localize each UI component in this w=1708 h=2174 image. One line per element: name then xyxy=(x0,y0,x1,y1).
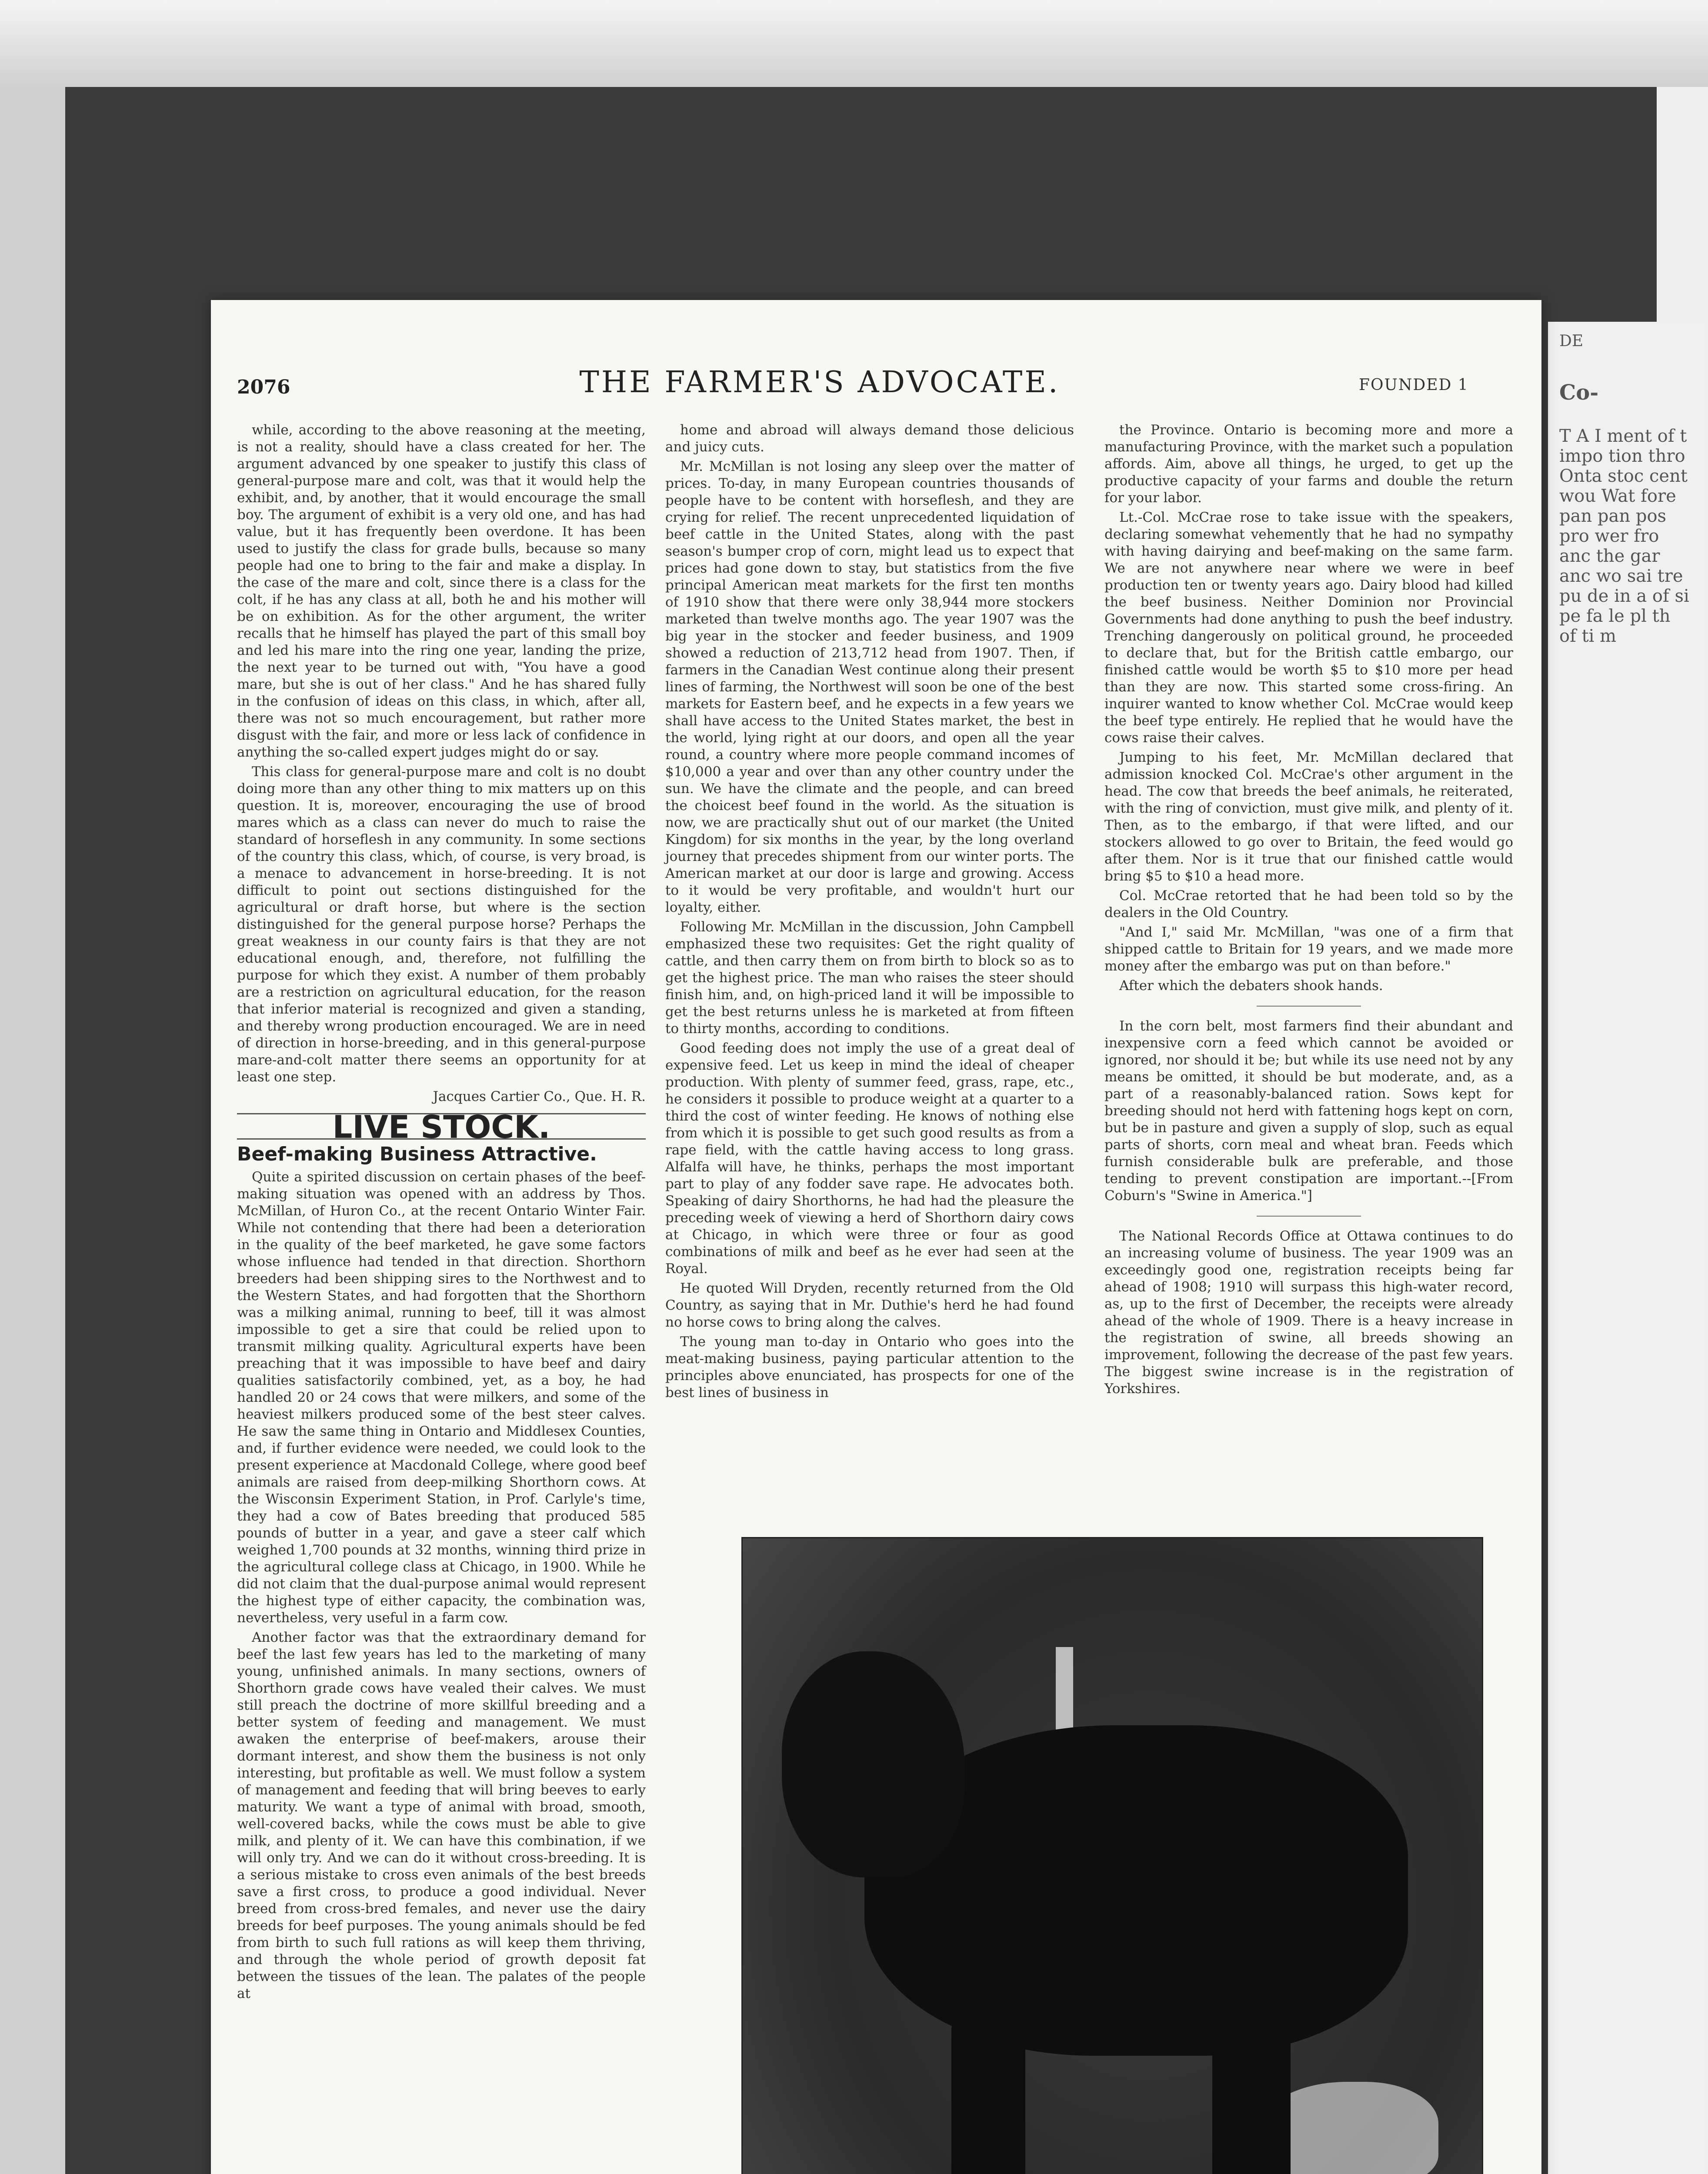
bull-head xyxy=(782,1651,964,1877)
paragraph: After which the debaters shook hands. xyxy=(1119,978,1383,994)
paragraph: Another factor was that the extraordinary demand for beef the last few years has led to the marketing of many young, unfinished animals. In many sections, owners of Shorthorn grade cows have vealed their calves. We must still preach the doctrine of more skillful breeding and a better system of feeding and management. We must awaken the enterprise of beef-makers, arouse their dormant interest, and show them the business is not only interesting, but profitable as well. We must follow a system of management and feeding that will bring beeves to early maturity. We want a type of animal with broad, smooth, well-covered backs, while the cows must be able to give milk, and plenty of it. We can have this combination, if we will only try. And we can do it without cross-breeding. It is a serious mistake to cross even animals of the best breeds save a first cross, to produce a good individual. Never breed from cross-bred females, and never use the dairy breeds for beef purposes. The young animals should be fed from birth to such full rations as will keep them thriving, and through the whole period of growth deposit fat between the tissues of the lean. The palates of the people at xyxy=(237,1630,646,2001)
adjacent-page-fragment xyxy=(1548,322,1705,2174)
newspaper-page xyxy=(211,300,1541,2174)
film-border-top xyxy=(0,0,1708,87)
paragraph: He quoted Will Dryden, recently returned from the Old Country, as saying that in Mr. Duthie's herd he had found no horse cows to bring along the calves. xyxy=(665,1280,1074,1330)
column-1 xyxy=(237,422,646,2174)
founded-label: FOUNDED 1 xyxy=(1359,376,1469,394)
paragraph: Col. McCrae retorted that he had been told so by the dealers in the Old Country. xyxy=(1104,888,1513,920)
section-divider xyxy=(1257,1216,1361,1217)
paragraph: This class for general-purpose mare and colt is no doubt doing more than any other thing to mix matters up on this question. It is, moreover, encouraging the use of brood mares which as a class can never do much to raise the standard of horseflesh in any community. In some sections of the country this class, which, of course, is very broad, is a menace to advancement in horse-breeding. It is not difficult to point out sections distinguished for the agricultural or draft horse, but where is the section distinguished for the general purpose horse? Perhaps the great weakness in our county fairs is that they are not educational enough, and, therefore, not fulfilling the purpose for which they exist. A number of them probably are a restriction on agricultural education, for the reason that inferior material is recognized and given a standing, and thereby wrong production encouraged. We are in need of direction in horse-breeding, and in this general-purpose mare-and-colt matter there seems an opportunity for at least one step. xyxy=(237,764,646,1085)
bull-foreleg xyxy=(951,2017,1025,2174)
paragraph: Good feeding does not imply the use of a great deal of expensive feed. Let us keep in mind the ideal of cheaper production. With plenty of summer feed, grass, rape, etc., he considers it possible to produce weight at a quarter to a third the cost of winter feeding. He knows of nothing else from which it is possible to get such good results as from a rape field, with the cattle having access to long grass. Alfalfa will have, he thinks, perhaps the most important part to play of any fodder save rape. He advocates both. Speaking of dairy Shorthorns, he had had the pleasure the preceding week of viewing a herd of Shorthorn dairy cows at Chicago, in which were three or four as good combinations of milk and beef as he ever had seen at the Royal. xyxy=(665,1040,1074,1277)
paragraph: Following Mr. McMillan in the discussion, John Campbell emphasized these two requisites: Get the right quality of cattle, and then carry them on from birth to block so as to get the highest price. The man who raises the steer should finish him, and, on high-priced land it will be impossible to get the best returns unless he is marketed at from fifteen to thirty months, according to conditions. xyxy=(665,919,1074,1037)
masthead-title: THE FARMER'S ADVOCATE. xyxy=(579,365,1060,400)
bull-hindleg xyxy=(1212,2017,1291,2174)
section-divider xyxy=(1257,1006,1361,1007)
paragraph: while, according to the above reasoning at the meeting, is not a reality, should have a class created for her. The argument advanced by one speaker to justify this class of general-purpose mare and colt, was that it would help the exhibit, and, by another, that it would encourage the small boy. The argument of exhibit is a very old one, and has had value, but it has frequently been overdone. It has been used to justify the class for grade bulls, because so many people had one to bring to the fair and make a display. In the case of the mare and colt, since there is a class for the colt, if he has any class at all, both he and his mother will be on exhibition. As for the other argument, the writer recalls that he himself has played the part of this small boy and led his mare into the ring one year, landing the prize, the next year to be turned out with, "You have a good mare, but she is out of her class." And he has shared fully in the confusion of ideas on this class, in which, after all, there was not so much encouragement, but rather more disgust with the fair, and more or less lack of confidence in anything the so-called expert judges might do or say. xyxy=(237,422,646,760)
column-2 xyxy=(665,422,1074,1400)
adjacent-page-text: T A I ment of t impo tion thro Onta stoc cent wou Wat fore pan pan pos pro wer fro anc the gar anc wo sai tre pu de in a of si pe fa le pl th of ti m xyxy=(1559,426,1689,646)
bull-photograph xyxy=(741,1537,1483,2174)
paragraph: The young man to-day in Ontario who goes into the meat-making business, paying particular attention to the principles above enunciated, has prospects for one of the best lines of business in xyxy=(665,1334,1074,1400)
signature-line: Jacques Cartier Co., Que. H. R. xyxy=(433,1089,646,1104)
paragraph: the Province. Ontario is becoming more and more a manufacturing Province, with the market such a population affords. Aim, above all things, he urged, to get up the productive capacity of your farms and double the return for your labor. xyxy=(1104,422,1513,506)
film-border-left xyxy=(0,87,65,2174)
paragraph: home and abroad will always demand those delicious and juicy cuts. xyxy=(665,422,1074,455)
paragraph: Quite a spirited discussion on certain phases of the beef-making situation was opened with an address by Thos. McMillan, of Huron Co., at the recent Ontario Winter Fair. While not contending that there had been a deterioration in the quality of the beef marketed, he gave some factors whose influence had tended in that direction. Shorthorn breeders had been shipping sires to the Northwest and to the Western States, and had forgotten that the Shorthorn was a milking animal, running to beef, till it was almost impossible to get a sire that could be relied upon to transmit milking quality. Agricultural experts have been preaching that it was impossible to have beef and dairy qualities satisfactorily combined, yet, as a boy, he had handled 20 or 24 cows that were milkers, and some of the heaviest milkers produced some of the best steer calves. He saw the same thing in Ontario and Middlesex Counties, and, if further evidence were needed, we could look to the present experience at Macdonald College, where good beef animals are raised from deep-milking Shorthorn cows. At the Wisconsin Experiment Station, in Prof. Carlyle's time, they had a cow of Bates breeding that produced 585 pounds of butter in a year, and gave a steer calf which weighed 1,700 pounds at 32 months, winning third prize in the agricultural college class at Chicago, in 1900. While he did not claim that the dual-purpose animal would represent the highest type of either capacity, the combination was, nevertheless, very useful in a farm cow. xyxy=(237,1169,646,1626)
paragraph: In the corn belt, most farmers find their abundant and inexpensive corn a feed which cannot be avoided or ignored, nor should it be; but while its use need not by any means be omitted, it should be but moderate, and, as a part of a reasonably-balanced ration. Sows kept for breeding should not herd with fattening hogs kept on corn, but be in pasture and given a supply of slop, such as equal parts of shorts, corn meal and wheat bran. Feeds which furnish considerable bulk are preferable, and those tending to prevent constipation are important.--[From Coburn's "Swine in America."] xyxy=(1104,1018,1513,1204)
paragraph: The National Records Office at Ottawa continues to do an increasing volume of business. The year 1909 was an exceedingly good one, registration receipts being far ahead of 1908; 1910 will surpass this high-water record, as, up to the first of December, the receipts were already ahead of the whole of 1909. There is a heavy increase in the registration of swine, all breeds showing an improvement, following the decrease of the past few years. The biggest swine increase is in the registration of Yorkshires. xyxy=(1104,1228,1513,1397)
paragraph: Lt.-Col. McCrae rose to take issue with the speakers, declaring somewhat vehemently that he had no sympathy with having dairying and beef-making on the same farm. We are not anywhere near where we were in beef production ten or twenty years ago. Dairy blood had killed the beef business. Neither Dominion nor Provincial Governments had done anything to push the beef industry. Trenching dangerously on political ground, he proceeded to declare that, but for the British cattle embargo, our finished cattle would be worth $5 to $10 more per head than they are now. This started some cross-firing. An inquirer wanted to know whether Col. McCrae would keep the beef type entirely. He replied that he would have the cows raise their calves. xyxy=(1104,510,1513,746)
adjacent-page-header: DE xyxy=(1559,332,1584,350)
paragraph: Jumping to his feet, Mr. McMillan declared that admission knocked Col. McCrae's other argument in the head. The cow that breeds the beef animals, he reiterated, with the ring of conviction, must give milk, and plenty of it. Then, as to the embargo, if that were lifted, and our stockers allowed to go over to Britain, the feed would go after them. Nor is it true that our finished cattle would bring $5 to $10 a head more. xyxy=(1104,750,1513,884)
adjacent-page-title: Co- xyxy=(1559,380,1599,405)
paragraph: "And I," said Mr. McMillan, "was one of a firm that shipped cattle to Britain for 19 years, and we made more money after the embargo was put on than before." xyxy=(1104,924,1513,974)
article-title: Beef-making Business Attractive. xyxy=(237,1143,597,1165)
section-title: LIVE STOCK. xyxy=(237,1113,646,1140)
column-3 xyxy=(1104,422,1513,1696)
page-number: 2076 xyxy=(237,376,290,398)
paragraph: Mr. McMillan is not losing any sleep over the matter of prices. To-day, in many European countries thousands of people have to be content with horseflesh, and they are crying for relief. The recent unprecedented liquidation of beef cattle in the United States, along with the past season's bumper crop of corn, might lead us to expect that prices had gone down to stay, but statistics from the five principal American meat markets for the first ten months of 1910 show that there were only 38,944 more stockers marketed than twelve months ago. The year 1907 was the big year in the stocker and feeder business, and 1909 showed a reduction of 213,712 head from 1907. Then, if farmers in the Canadian West continue along their present lines of farming, the Northwest will soon be one of the best markets for Eastern beef, and he expects in a few years we shall have access to the United States market, the best in the world, lying right at our doors, and open all the year round, a country where more people command incomes of $10,000 a year and over than any other country under the sun. We have the climate and the people, and can breed the choicest beef found in the world. As the situation is now, we are practically shut out of our market (the United Kingdom) for six months in the year, by the long overland journey that precedes shipment from our winter ports. The American market at our door is large and growing. Access to it would be very profitable, and wouldn't hurt our loyalty, either. xyxy=(665,459,1074,915)
